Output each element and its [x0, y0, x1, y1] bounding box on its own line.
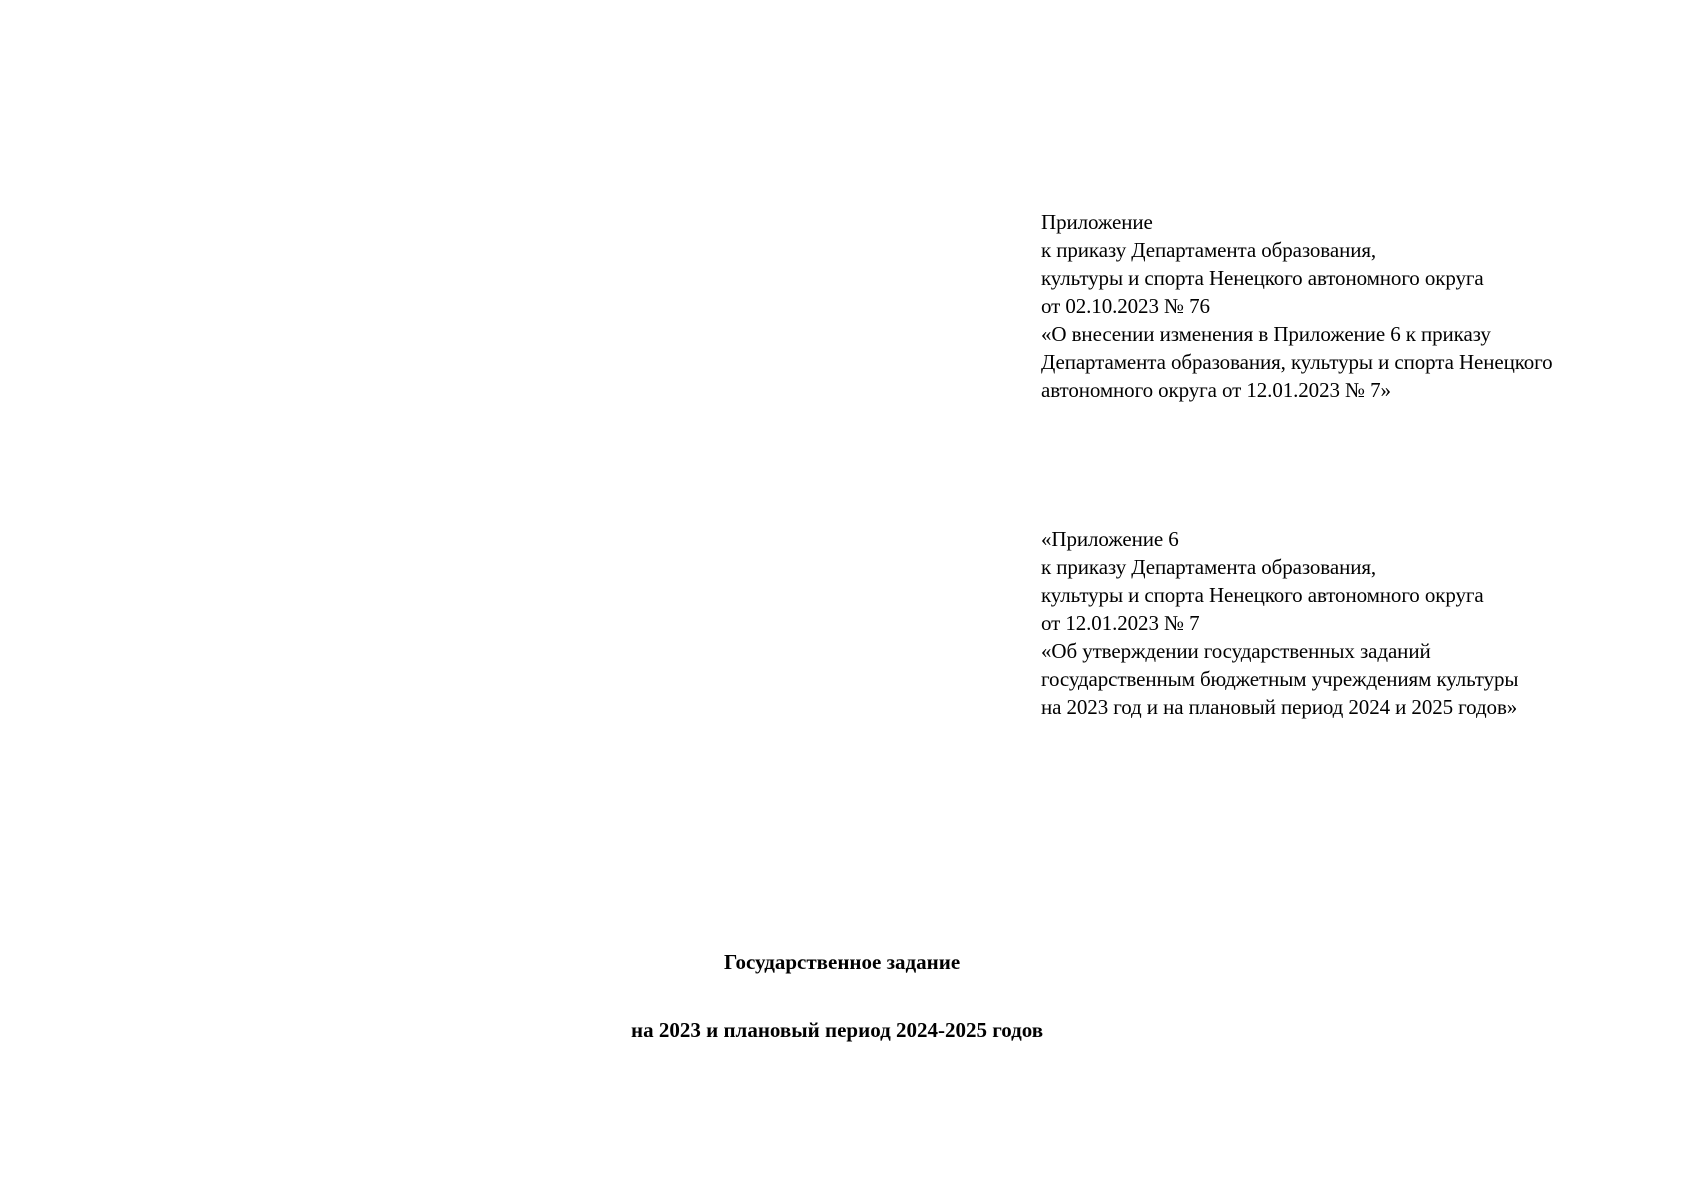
appendix-header-block — [1041, 208, 1553, 404]
appendix-header-line: Департамента образования, культуры и спорта Ненецкого — [1041, 350, 1553, 374]
original-appendix-header-line: культуры и спорта Ненецкого автономного округа — [1041, 583, 1484, 607]
document-subtitle: на 2023 и плановый период 2024-2025 годов — [631, 1018, 1044, 1042]
original-appendix-header-line: «Об утверждении государственных заданий — [1041, 639, 1431, 663]
original-appendix-header-line: от 12.01.2023 № 7 — [1041, 611, 1200, 635]
appendix-header-line: от 02.10.2023 № 76 — [1041, 294, 1210, 318]
appendix-header-line: культуры и спорта Ненецкого автономного округа — [1041, 266, 1484, 290]
appendix-header-line: Приложение — [1041, 210, 1153, 234]
document-title: Государственное задание — [724, 950, 961, 974]
appendix-header-line: к приказу Департамента образования, — [1041, 238, 1377, 262]
original-appendix-header-line: государственным бюджетным учреждениям культуры — [1041, 667, 1519, 691]
original-appendix-header-block — [1041, 525, 1518, 721]
original-appendix-header-line: на 2023 год и на плановый период 2024 и 2025 годов» — [1041, 695, 1518, 719]
appendix-header-line: «О внесении изменения в Приложение 6 к приказу — [1041, 322, 1491, 346]
original-appendix-header-line: к приказу Департамента образования, — [1041, 555, 1377, 579]
appendix-header-line: автономного округа от 12.01.2023 № 7» — [1041, 378, 1391, 402]
original-appendix-header-line: «Приложение 6 — [1041, 527, 1179, 551]
